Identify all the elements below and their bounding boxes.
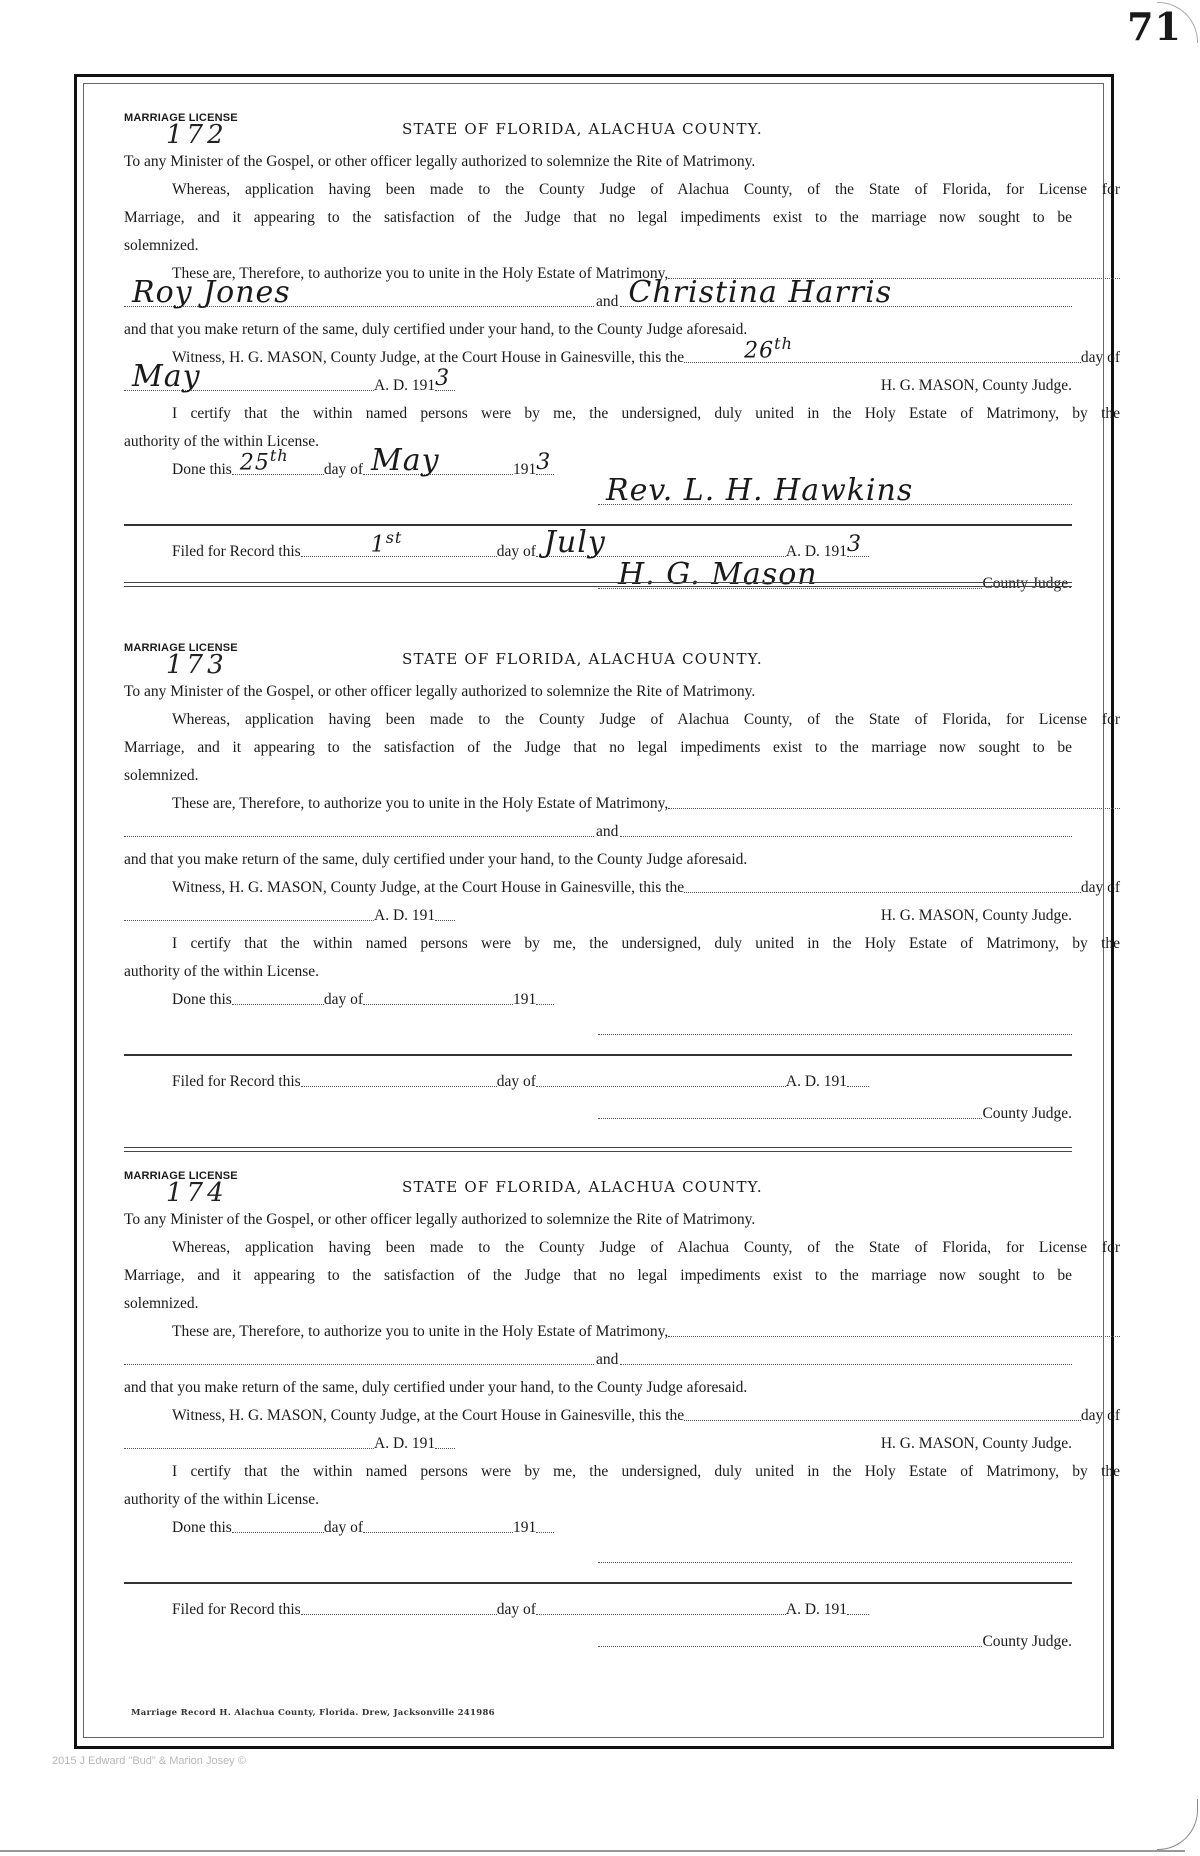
witness-date-line	[124, 1434, 1072, 1454]
section-divider	[124, 1582, 1072, 1584]
witness-year-field[interactable]	[435, 1434, 455, 1449]
ad-label: A. D. 191	[374, 907, 436, 924]
license-number: 174	[166, 1178, 228, 1208]
officiant-field[interactable]	[598, 1020, 1072, 1035]
page-corner-bottom	[1157, 1799, 1198, 1850]
ad-label: A. D. 191	[374, 377, 436, 394]
judge-signature-field[interactable]	[598, 1632, 982, 1647]
filed-month-field[interactable]	[536, 525, 786, 560]
certify-line-2: authority of the within License.	[124, 963, 319, 980]
page-corner-top	[1157, 2, 1198, 43]
make-return-line: and that you make return of the same, duly certified under your hand, to the County Judge aforesaid.	[124, 321, 748, 338]
day-of-label: day of	[1080, 349, 1120, 366]
filed-line	[124, 1600, 1120, 1620]
license-label: MARRIAGE LICENSE	[124, 642, 238, 654]
done-day-of-label: day of	[323, 1519, 364, 1536]
witness-text: Witness, H. G. MASON, County Judge, at the Court House in Gainesville, this the	[172, 1407, 685, 1424]
witness-day-field[interactable]	[684, 878, 1081, 893]
county-judge-label: County Judge.	[982, 1105, 1072, 1122]
done-this-label: Done this	[172, 461, 232, 478]
county-judge-label: County Judge.	[982, 1633, 1072, 1650]
address-line: To any Minister of the Gospel, or other officer legally authorized to solemnize the Rite of Matrimony.	[124, 683, 756, 700]
filed-line	[124, 1072, 1120, 1092]
license-number: 173	[166, 650, 228, 680]
done-day-of-label: day of	[323, 461, 364, 478]
done-month-field[interactable]	[363, 443, 513, 478]
and-label: and	[596, 823, 619, 840]
whereas-line-2: Marriage, and it appearing to the satisfaction of the Judge that no legal impediments exist to the marriage now sought to be	[124, 1267, 1072, 1284]
filed-month-field[interactable]	[536, 1600, 786, 1615]
done-year-field[interactable]	[536, 990, 554, 1005]
filed-day-of-label: day of	[496, 1601, 536, 1618]
certify-line-2: authority of the within License.	[124, 1491, 319, 1508]
whereas-line-3: solemnized.	[124, 237, 199, 254]
done-day-field[interactable]	[232, 445, 324, 475]
done-year: 3	[536, 450, 552, 475]
filed-day-of-label: day of	[496, 1073, 536, 1090]
license-title: STATE OF FLORIDA, ALACHUA COUNTY.	[402, 120, 763, 138]
done-month: May	[371, 443, 440, 478]
witness-date-line	[124, 359, 1072, 396]
and-label: and	[596, 1351, 619, 1368]
filed-label: Filed for Record this	[172, 543, 301, 560]
done-this-label: Done this	[172, 991, 232, 1008]
witness-day: 26th	[744, 333, 793, 363]
names-line	[124, 822, 1072, 842]
done-day-field[interactable]	[232, 990, 324, 1005]
filed-year-field[interactable]	[847, 1072, 869, 1087]
filed-label: Filed for Record this	[172, 1601, 301, 1618]
filed-month: July	[543, 525, 606, 560]
address-line: To any Minister of the Gospel, or other officer legally authorized to solemnize the Rite of Matrimony.	[124, 1211, 756, 1228]
filed-label: Filed for Record this	[172, 1073, 301, 1090]
certify-line-2: authority of the within License.	[124, 433, 319, 450]
witness-year-field[interactable]	[435, 366, 455, 391]
done-year-label: 191	[513, 1519, 537, 1536]
day-of-label: day of	[1080, 879, 1120, 896]
ad-label: A. D. 191	[374, 1435, 436, 1452]
license-label: MARRIAGE LICENSE	[124, 1170, 238, 1182]
witness-month-field[interactable]	[124, 906, 374, 921]
bride-field[interactable]	[620, 1350, 1072, 1365]
license-separator-2	[124, 1147, 1072, 1152]
authorize-blank	[668, 794, 1120, 809]
authorize-line	[124, 794, 1120, 814]
copyright-watermark: 2015 J Edward "Bud" & Marion Josey ©	[52, 1755, 246, 1767]
done-year-field[interactable]	[536, 450, 554, 475]
filed-year: 3	[847, 532, 863, 557]
and-label: and	[596, 293, 619, 310]
authorize-line	[124, 1322, 1120, 1342]
certify-line-1: I certify that the within named persons were by me, the undersigned, duly united in the Holy Estate of Matrimony, by the	[172, 405, 1120, 422]
officiant-line	[598, 1548, 1072, 1569]
filed-ad-label: A. D. 191	[785, 1073, 848, 1090]
filed-ad-label: A. D. 191	[785, 543, 848, 560]
county-judge-line	[598, 1632, 1072, 1652]
footer-imprint: Marriage Record H. Alachua County, Florida. Drew, Jacksonville 241986	[131, 1708, 495, 1718]
judge-signature-printed: H. G. MASON, County Judge.	[880, 1435, 1072, 1452]
witness-month-field[interactable]	[124, 1434, 374, 1449]
done-year-label: 191	[513, 991, 537, 1008]
day-of-label: day of	[1080, 1407, 1120, 1424]
whereas-line-1: Whereas, application having been made to the County Judge of Alachua County, of the State of Florida, for License for	[172, 711, 1120, 728]
officiant-line	[598, 1020, 1072, 1041]
officiant-field[interactable]	[598, 1548, 1072, 1563]
filed-year-field[interactable]	[847, 1600, 869, 1615]
witness-month: May	[132, 359, 201, 394]
done-year-field[interactable]	[536, 1518, 554, 1533]
officiant-line	[598, 473, 1072, 511]
judge-signature-printed: H. G. MASON, County Judge.	[880, 377, 1072, 394]
done-line	[124, 990, 1120, 1010]
license-title: STATE OF FLORIDA, ALACHUA COUNTY.	[402, 650, 763, 668]
witness-year: 3	[435, 366, 451, 391]
groom-field[interactable]	[124, 1350, 594, 1365]
whereas-line-3: solemnized.	[124, 767, 199, 784]
witness-line	[124, 878, 1120, 898]
county-judge-line	[598, 1104, 1072, 1124]
certify-line-1: I certify that the within named persons were by me, the undersigned, duly united in the Holy Estate of Matrimony, by the	[172, 935, 1120, 952]
officiant-field[interactable]	[598, 473, 1072, 508]
filed-year-field[interactable]	[847, 532, 869, 557]
filed-day: 1st	[370, 527, 403, 557]
judge-signature: H. G. Mason	[618, 557, 818, 592]
witness-text: Witness, H. G. MASON, County Judge, at the Court House in Gainesville, this the	[172, 349, 685, 366]
section-divider	[124, 1054, 1072, 1056]
address-line: To any Minister of the Gospel, or other officer legally authorized to solemnize the Rite of Matrimony.	[124, 153, 756, 170]
make-return-line: and that you make return of the same, duly certified under your hand, to the County Judge aforesaid.	[124, 1379, 748, 1396]
filed-month-field[interactable]	[536, 1072, 786, 1087]
done-line	[124, 1518, 1120, 1538]
witness-month-field[interactable]	[124, 359, 374, 394]
authorize-text: These are, Therefore, to authorize you to unite in the Holy Estate of Matrimony,	[172, 1323, 669, 1340]
page-edge	[0, 1850, 1185, 1852]
done-month-field[interactable]	[363, 1518, 513, 1533]
authorize-text: These are, Therefore, to authorize you to unite in the Holy Estate of Matrimony,	[172, 795, 669, 812]
groom-field[interactable]	[124, 822, 594, 837]
done-month-field[interactable]	[363, 990, 513, 1005]
officiant-signature: Rev. L. H. Hawkins	[606, 473, 914, 508]
witness-day-field[interactable]	[684, 1406, 1081, 1421]
page-number: 71	[1127, 4, 1182, 49]
done-day-of-label: day of	[323, 991, 364, 1008]
done-this-label: Done this	[172, 1519, 232, 1536]
authorize-blank	[668, 1322, 1120, 1337]
filed-day-of-label: day of	[496, 543, 536, 560]
filed-day-field[interactable]	[301, 1600, 497, 1615]
whereas-line-2: Marriage, and it appearing to the satisfaction of the Judge that no legal impediments exist to the marriage now sought to be	[124, 209, 1072, 226]
whereas-line-2: Marriage, and it appearing to the satisfaction of the Judge that no legal impediments exist to the marriage now sought to be	[124, 739, 1072, 756]
filed-day-field[interactable]	[301, 527, 497, 557]
filed-day-field[interactable]	[301, 1072, 497, 1087]
witness-year-field[interactable]	[435, 906, 455, 921]
witness-date-line	[124, 906, 1072, 926]
judge-signature-printed: H. G. MASON, County Judge.	[880, 907, 1072, 924]
done-day-field[interactable]	[232, 1518, 324, 1533]
done-day: 25th	[239, 445, 289, 475]
names-line	[124, 275, 1072, 312]
done-year-label: 191	[513, 461, 537, 478]
license-number: 172	[166, 120, 228, 150]
witness-line	[124, 1406, 1120, 1426]
whereas-line-1: Whereas, application having been made to the County Judge of Alachua County, of the State of Florida, for License for	[172, 1239, 1120, 1256]
certify-line-1: I certify that the within named persons were by me, the undersigned, duly united in the Holy Estate of Matrimony, by the	[172, 1463, 1120, 1480]
judge-signature-field[interactable]	[598, 1104, 982, 1119]
names-line	[124, 1350, 1072, 1370]
groom-field[interactable]	[124, 275, 594, 310]
witness-day-field[interactable]	[684, 333, 1081, 363]
groom-name: Roy Jones	[132, 275, 291, 310]
witness-text: Witness, H. G. MASON, County Judge, at the Court House in Gainesville, this the	[172, 879, 685, 896]
filed-ad-label: A. D. 191	[785, 1601, 848, 1618]
county-judge-label: County Judge.	[982, 575, 1072, 592]
license-separator-1	[124, 582, 1072, 587]
whereas-line-3: solemnized.	[124, 1295, 199, 1312]
whereas-line-1: Whereas, application having been made to the County Judge of Alachua County, of the State of Florida, for License for	[172, 181, 1120, 198]
license-label: MARRIAGE LICENSE	[124, 112, 238, 124]
make-return-line: and that you make return of the same, duly certified under your hand, to the County Judge aforesaid.	[124, 851, 748, 868]
bride-field[interactable]	[620, 275, 1072, 310]
bride-field[interactable]	[620, 822, 1072, 837]
license-title: STATE OF FLORIDA, ALACHUA COUNTY.	[402, 1178, 763, 1196]
bride-name: Christina Harris	[628, 275, 893, 310]
witness-line	[124, 333, 1120, 368]
authorize-text: These are, Therefore, to authorize you to unite in the Holy Estate of Matrimony,	[172, 265, 669, 282]
